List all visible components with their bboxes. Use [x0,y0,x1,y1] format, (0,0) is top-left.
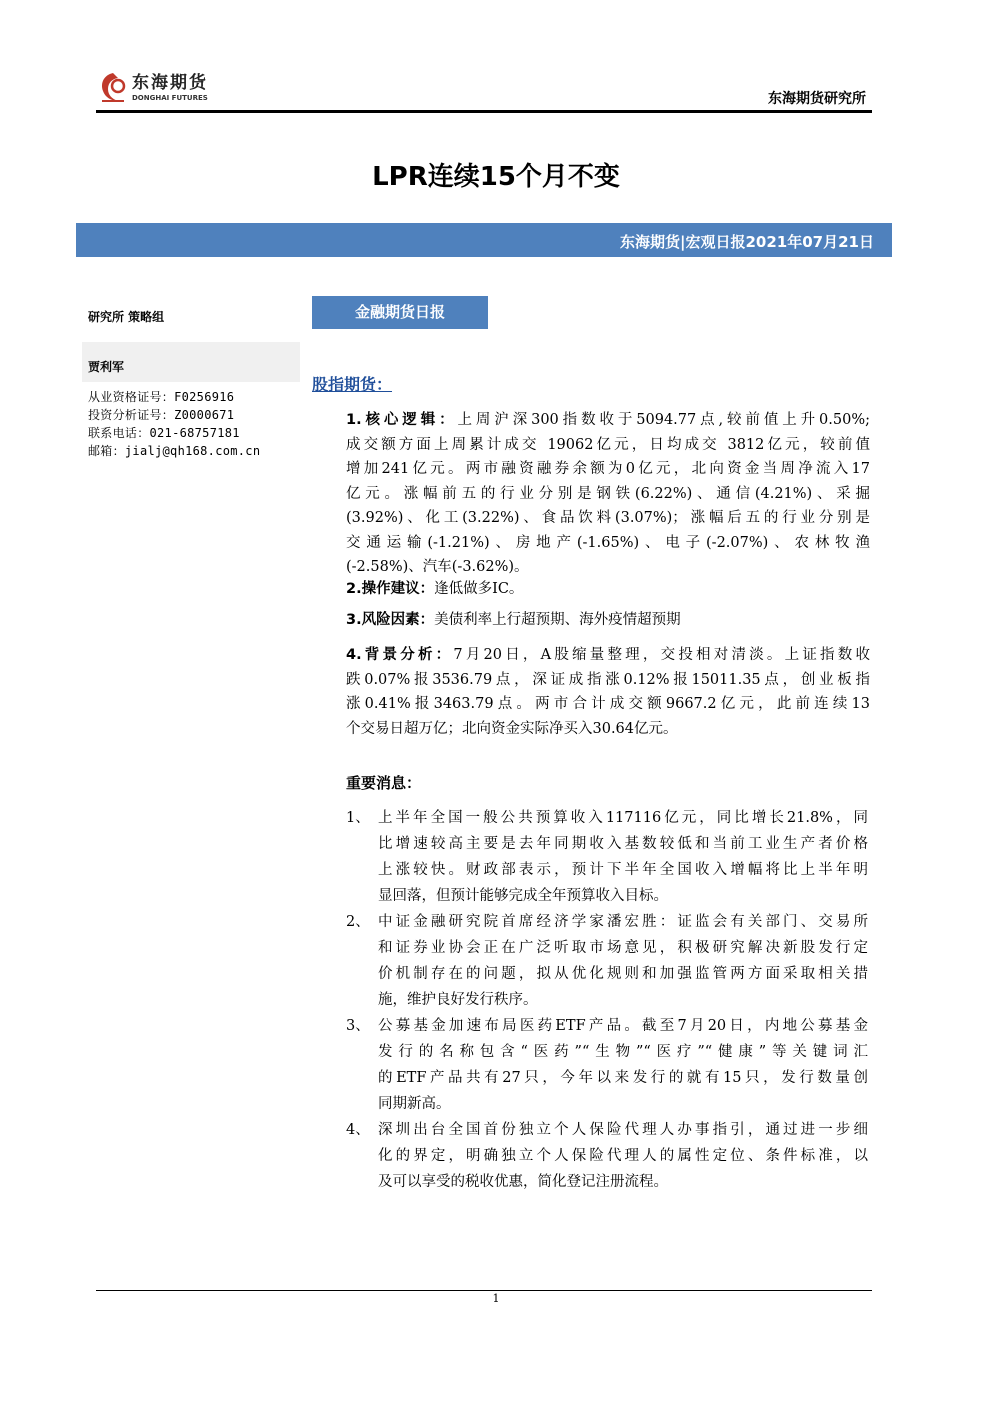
author-name: 贾利军 [88,360,125,374]
point-risk-factors: 3.风险因素：美债利率上行超预期、海外疫情超预期 [346,612,681,628]
news-number: 2、 [346,914,370,930]
page-number: 1 [492,1292,500,1305]
point-operation-advice: 2.操作建议：逢低做多IC。 [346,581,524,597]
stock-index-futures-heading: 股指期货： [312,375,393,394]
phone-number: 联系电话：021-68757181 [88,426,240,440]
report-title: LPR连续15个月不变 [372,162,620,192]
header-divider [96,110,872,113]
point-label: 2.操作建议： [346,581,435,597]
point-core-logic: 1.核心逻辑：上周沪深300指数收于5094.77点,较前值上升0.50%; 成交额方面上周累计成交 19062亿元，日均成交 3812亿元，较前值 增加241亿元。两市融资融券余额为0亿元，北向资金当周净流入17 亿元。涨幅前五的行业分别是钢铁(6.22%)、通信(4.21%)、采掘 (3.92%)、化工(3.22%)、食品饮料(3.07%)；涨幅后五的行业分别是 交通运输(-1.21%)、房地产(-1.65%)、电子(-2.07%)、农林牧渔 (-2.58%)、汽车(-3.62%)。 [346,412,870,575]
logo-english-name: DONGHAI FUTURES [132,93,208,102]
point-label: 1.核心逻辑： [346,412,458,428]
section-label: 金融期货日报 [312,296,488,329]
important-news-heading: 重要消息： [346,774,422,792]
email-address: 邮箱：jialj@qh168.com.cn [88,444,261,458]
header-institute-label: 东海期货研究所 [768,91,866,107]
point-label: 4.背景分析： [346,647,454,663]
news-number: 3、 [346,1018,370,1034]
news-number: 1、 [346,810,370,826]
point-label: 3.风险因素： [346,612,435,628]
banner-text: 东海期货|宏观日报2021年07月21日 [620,233,874,251]
point-background-analysis: 4.背景分析：7月20日，A股缩量整理，交投相对清淡。上证指数收 跌0.07%报3536.79点，深证成指涨0.12%报15011.35点，创业板指 涨0.41%报3463.79点。两市合计成交额9667.2亿元，此前连续13 个交易日超万亿；北向资金实际净买入30.64亿元。 [346,647,870,737]
report-banner [76,223,892,257]
logo-chinese-name: 东海期货 [132,72,208,93]
analyst-number: 投资分析证号：Z0000671 [88,408,235,422]
news-number: 4、 [346,1122,370,1138]
team-label: 研究所 策略组 [88,310,165,324]
footer-divider [96,1290,872,1291]
qualification-number: 从业资格证号：F0256916 [88,390,235,404]
company-logo [98,68,228,108]
donghai-logo-icon [98,71,128,105]
